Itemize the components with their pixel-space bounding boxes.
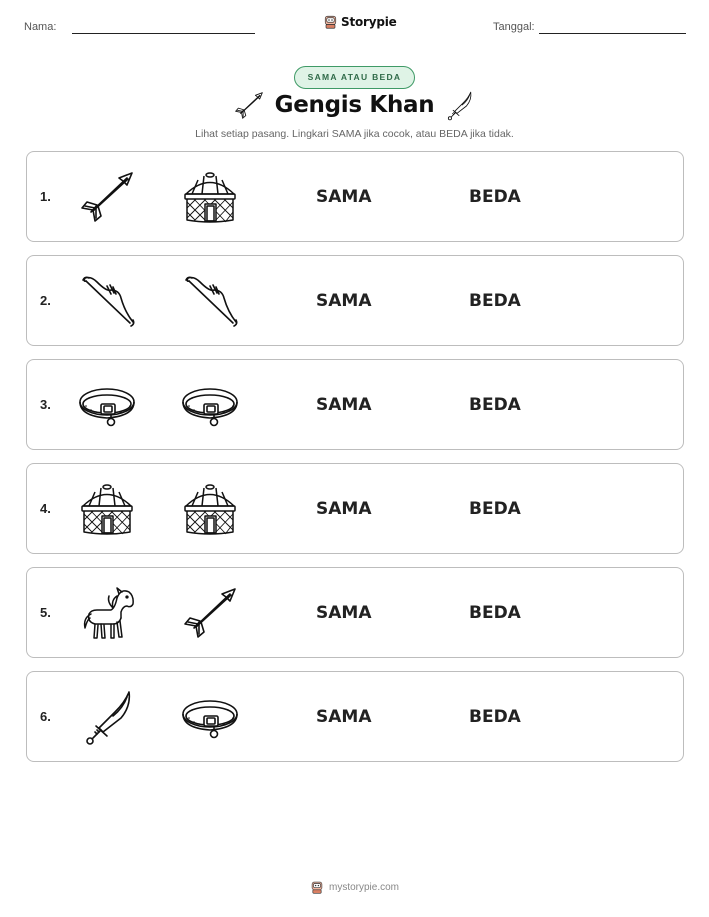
activity-badge: SAMA ATAU BEDA: [294, 66, 415, 89]
arrow-icon: [77, 168, 137, 228]
date-label: Tanggal:: [493, 21, 535, 33]
footer: [0, 880, 709, 894]
same-option[interactable]: SAMA: [316, 291, 372, 311]
question-number: 3.: [40, 397, 51, 412]
footer-site: mystorypie.com: [328, 881, 399, 893]
question-row: [26, 255, 684, 346]
same-option[interactable]: SAMA: [316, 187, 372, 207]
question-number: 2.: [40, 293, 51, 308]
belt-icon: [180, 376, 240, 436]
same-option[interactable]: SAMA: [316, 395, 372, 415]
horse-icon: [77, 584, 137, 644]
question-row: [26, 151, 684, 242]
instructions-text: Lihat setiap pasang. Lingkari SAMA jika cocok, atau BEDA jika tidak.: [195, 128, 514, 140]
question-row: [26, 567, 684, 658]
same-option[interactable]: SAMA: [316, 707, 372, 727]
worksheet-header: [0, 14, 709, 42]
sword-icon: [443, 90, 475, 122]
yurt-icon: [180, 168, 240, 228]
question-number: 1.: [40, 189, 51, 204]
name-input-line[interactable]: [72, 33, 255, 34]
question-row: [26, 463, 684, 554]
question-number: 6.: [40, 709, 51, 724]
same-option[interactable]: SAMA: [316, 499, 372, 519]
page-title: Gengis Khan: [274, 92, 435, 118]
bow-icon: [180, 272, 240, 332]
yurt-icon: [180, 480, 240, 540]
different-option[interactable]: BEDA: [469, 395, 521, 415]
different-option[interactable]: BEDA: [469, 707, 521, 727]
sword-icon: [77, 688, 137, 748]
belt-icon: [77, 376, 137, 436]
storypie-mascot-icon: [323, 14, 338, 29]
question-number: 4.: [40, 501, 51, 516]
question-number: 5.: [40, 605, 51, 620]
brand-logo: [323, 14, 397, 29]
bow-icon: [77, 272, 137, 332]
same-option[interactable]: SAMA: [316, 603, 372, 623]
name-label: Nama:: [24, 21, 57, 33]
arrow-icon: [180, 584, 240, 644]
yurt-icon: [77, 480, 137, 540]
storypie-mascot-icon: [310, 880, 324, 894]
different-option[interactable]: BEDA: [469, 291, 521, 311]
date-input-line[interactable]: [539, 33, 686, 34]
question-row: [26, 359, 684, 450]
different-option[interactable]: BEDA: [469, 603, 521, 623]
belt-icon: [180, 688, 240, 748]
different-option[interactable]: BEDA: [469, 499, 521, 519]
different-option[interactable]: BEDA: [469, 187, 521, 207]
question-row: [26, 671, 684, 762]
brand-name: Storypie: [341, 14, 397, 29]
